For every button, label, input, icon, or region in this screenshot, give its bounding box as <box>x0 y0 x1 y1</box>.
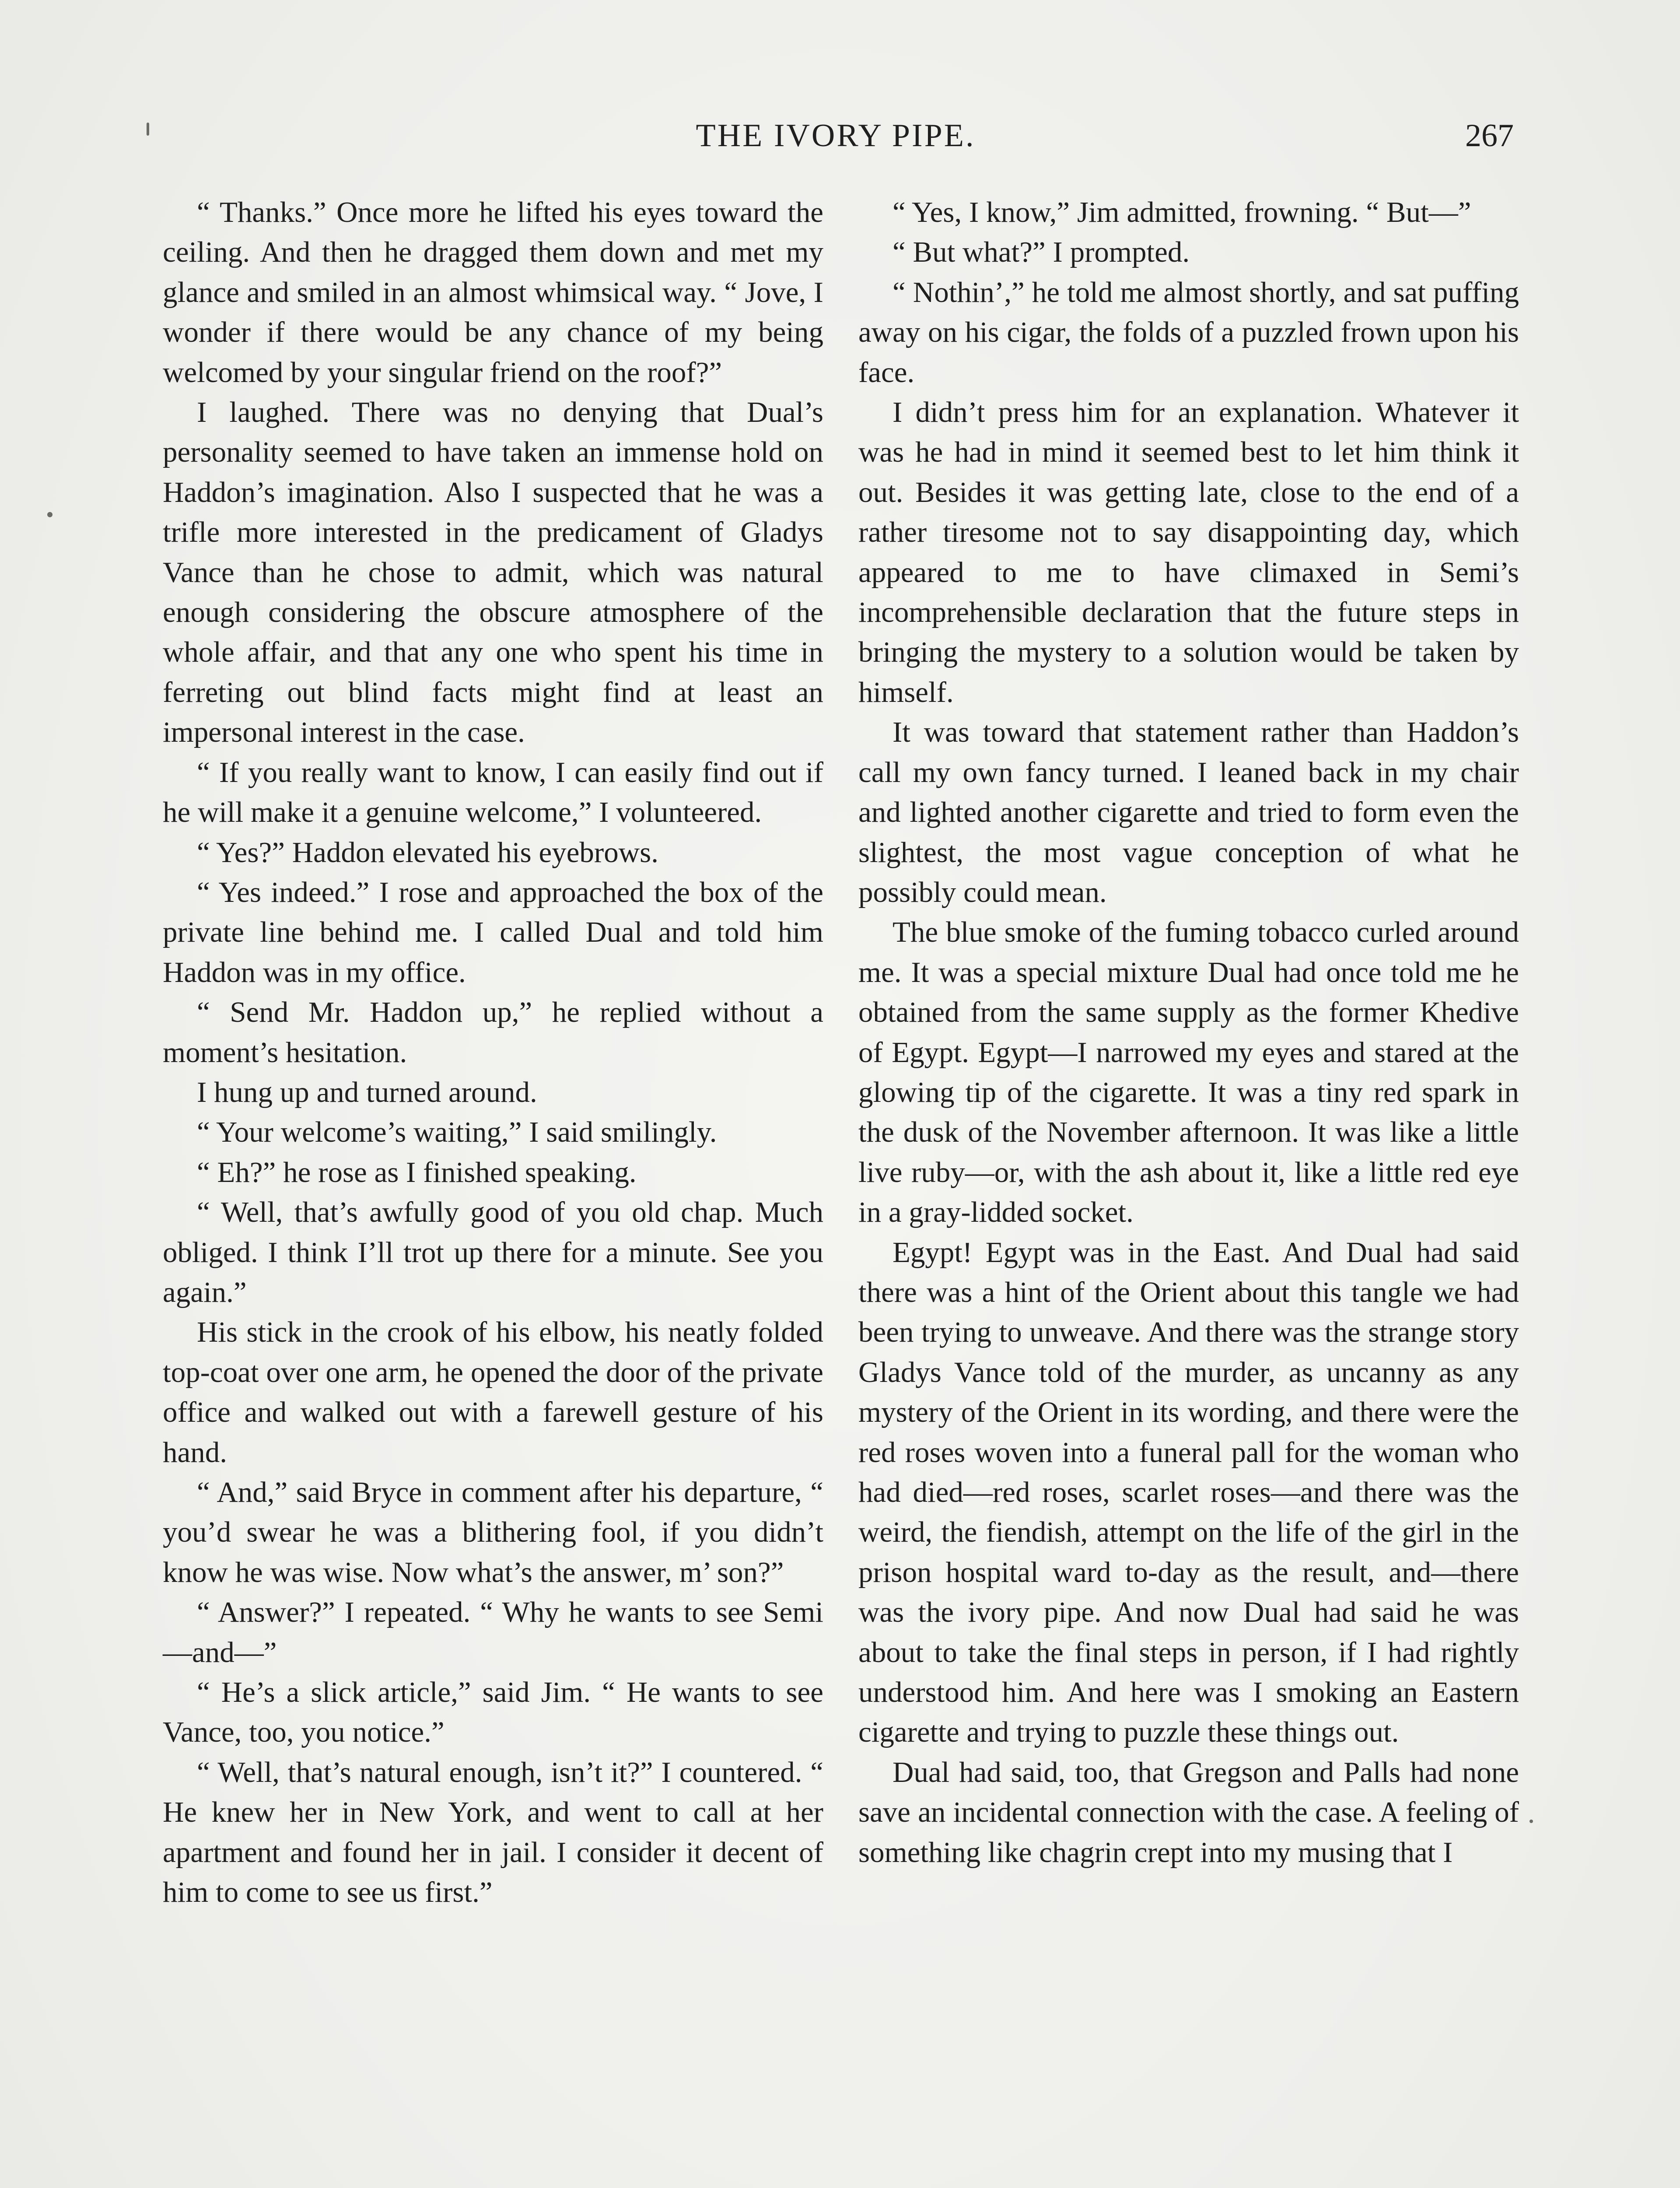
paragraph: “ Thanks.” Once more he lifted his eyes toward the ceiling. And then he dragged them down and met my glance and smiled in an almost whimsical way. “ Jove, I wonder if there would be any chance of my being welcomed by your singular friend on the roof?” <box>163 196 823 389</box>
paragraph: “ Your welcome’s waiting,” I said smilingly. <box>197 1116 717 1149</box>
print-speck <box>47 512 52 517</box>
paragraph: “ He’s a slick article,” said Jim. “ He wants to see Vance, too, you notice.” <box>163 1676 823 1749</box>
print-speck <box>147 123 149 136</box>
paragraph: “ Answer?” I repeated. “ Why he wants to see Semi—and—” <box>163 1596 823 1669</box>
paragraph: I hung up and turned around. <box>197 1076 537 1108</box>
paragraph: Egypt! Egypt was in the East. And Dual had said there was a hint of the Orient about this tangle we had been trying to unweave. And there was the strange story Gladys Vance told of the murder, as uncanny as any mystery of the Orient in its wording, and there were the red roses woven into a funeral pall for the woman who had died—red roses, scarlet roses—and there was the weird, the fiendish, attempt on the life of the girl in the prison hospital ward to-day as the result, and—there was the ivory pipe. And now Dual had said he was about to take the final steps in person, if I had rightly understood him. And here was I smoking an Eastern cigarette and trying to puzzle these things out. <box>858 1236 1519 1749</box>
paragraph: “ Yes?” Haddon elevated his eyebrows. <box>197 836 658 869</box>
paragraph: “ Well, that’s awfully good of you old chap. Much obliged. I think I’ll trot up there for a minute. See you again.” <box>163 1196 823 1308</box>
running-title: THE IVORY PIPE. <box>696 118 976 154</box>
paragraph: “ Yes indeed.” I rose and approached the box of the private line behind me. I called Dual and told him Haddon was in my office. <box>163 876 823 989</box>
paragraph: It was toward that statement rather than Haddon’s call my own fancy turned. I leaned back in my chair and lighted another cigarette and tried to form even the slightest, the most vague conception of what he possibly could mean. <box>858 716 1519 908</box>
left-column <box>163 193 823 1912</box>
paragraph: The blue smoke of the fuming tobacco curled around me. It was a special mixture Dual had once told me he obtained from the same supply as the former Khedive of Egypt. Egypt—I narrowed my eyes and stared at the glowing tip of the cigarette. It was a tiny red spark in the dusk of the November afternoon. It was like a little live ruby—or, with the ash about it, like a little red eye in a gray-lidded socket. <box>858 916 1519 1229</box>
paragraph: “ Yes, I know,” Jim admitted, frowning. “ But—” <box>892 196 1471 228</box>
right-column <box>858 193 1519 1872</box>
paragraph: I didn’t press him for an explanation. Whatever it was he had in mind it seemed best to let him think it out. Besides it was getting late, close to the end of a rather tiresome not to say disappointing day, which appeared to me to have climaxed in Semi’s incomprehensible declaration that the future steps in bringing the mystery to a solution would be taken by himself. <box>858 396 1519 708</box>
print-speck <box>1530 1820 1533 1823</box>
paragraph: “ Send Mr. Haddon up,” he replied without a moment’s hesitation. <box>163 996 823 1069</box>
paragraph: Dual had said, too, that Gregson and Palls had none save an incidental connection with the case. A feeling of something like chagrin crept into my musing that I <box>858 1756 1519 1869</box>
paragraph: I laughed. There was no denying that Dual’s personality seemed to have taken an immense hold on Haddon’s imagination. Also I suspected that he was a trifle more interested in the predicament of Gladys Vance than he chose to admit, which was natural enough considering the obscure atmosphere of the whole affair, and that any one who spent his time in ferreting out blind facts might find at least an impersonal interest in the case. <box>163 396 823 749</box>
paragraph: “ Nothin’,” he told me almost shortly, and sat puffing away on his cigar, the folds of a puzzled frown upon his face. <box>858 276 1519 389</box>
paragraph: “ Well, that’s natural enough, isn’t it?” I countered. “ He knew her in New York, and went to call at her apartment and found her in jail. I consider it decent of him to come to see us first.” <box>163 1756 823 1909</box>
paragraph: “ Eh?” he rose as I finished speaking. <box>197 1156 637 1189</box>
paragraph: “ And,” said Bryce in comment after his departure, “ you’d swear he was a blithering fool, if you didn’t know he was wise. Now what’s the answer, m’ son?” <box>163 1476 823 1588</box>
paragraph: “ If you really want to know, I can easily find out if he will make it a genuine welcome,” I volunteered. <box>163 756 823 829</box>
paragraph: His stick in the crook of his elbow, his neatly folded top-coat over one arm, he opened the door of the private office and walked out with a farewell gesture of his hand. <box>163 1316 823 1469</box>
page-number: 267 <box>1465 118 1514 154</box>
page-header <box>158 112 1514 160</box>
paragraph: “ But what?” I prompted. <box>892 236 1190 269</box>
